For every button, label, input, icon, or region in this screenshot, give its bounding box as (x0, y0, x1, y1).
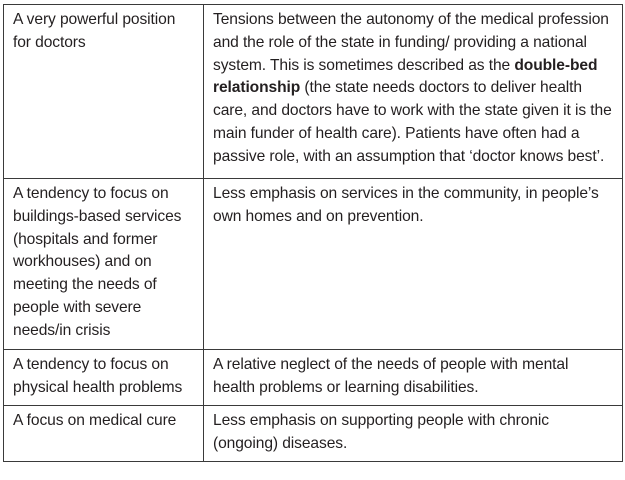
cell-text: (the state needs doctors to deliver health care, and doctors have to work with the state given it is the main funder of health care). Patients have often had a passive role, with an assumption that ‘doctor knows best’. (213, 79, 612, 165)
table-cell-left (4, 350, 204, 406)
bold-term: double-bed relationship (213, 56, 598, 97)
table-cell-right (204, 179, 623, 350)
cell-text: A focus on medical cure (13, 412, 177, 429)
table-row (4, 179, 623, 350)
cell-text: Less emphasis on supporting people with chronic (ongoing) diseases. (213, 412, 549, 452)
cell-text: A tendency to focus on physical health problems (13, 356, 183, 396)
table-cell-right (204, 350, 623, 406)
table-cell-right (204, 5, 623, 179)
comparison-table (3, 4, 623, 462)
table-row (4, 350, 623, 406)
table-cell-right (204, 406, 623, 462)
cell-text: Less emphasis on services in the community, in people’s own homes and on prevention. (213, 185, 599, 225)
table-row (4, 5, 623, 179)
table-cell-left (4, 406, 204, 462)
cell-text: A relative neglect of the needs of people with mental health problems or learning disabilities. (213, 356, 569, 396)
table-cell-left (4, 179, 204, 350)
table-cell-left (4, 5, 204, 179)
table-row (4, 406, 623, 462)
cell-text: Tensions between the autonomy of the medical profession and the role of the state in funding/ providing a national system. This is sometimes described as the (213, 11, 609, 74)
cell-text: A very powerful position for doctors (13, 11, 176, 51)
cell-text: A tendency to focus on buildings-based services (hospitals and former workhouses) and on meeting the needs of people with severe needs/in crisis (13, 185, 182, 339)
